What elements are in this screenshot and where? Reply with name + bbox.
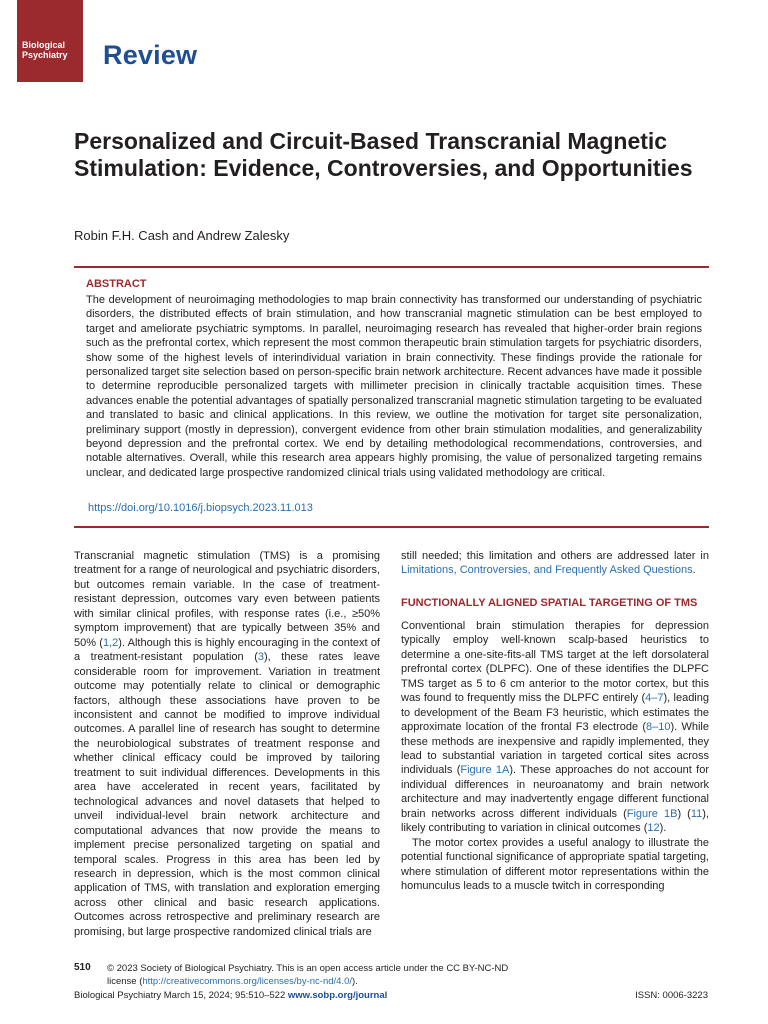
journal-logo [22,40,82,60]
page-number: 510 [74,962,91,973]
article-title: Personalized and Circuit-Based Transcranial Magnetic Stimulation: Evidence, Controversies, and Opportunities [74,128,693,181]
citation-link[interactable]: 1,2 [102,636,119,649]
issn: ISSN: 0006-3223 [635,990,708,1001]
journal-logo-line1: Biological [22,40,66,50]
license-notice: © 2023 Society of Biological Psychiatry. This is an open access article under the CC BY-NC-ND license (http://creativecommons.org/licenses/by-nc-nd/4.0/). [107,963,509,987]
figure-link[interactable]: Figure 1A [460,764,510,777]
citation-link[interactable]: 4–7 [645,692,664,705]
journal-website-link[interactable]: www.sobp.org/journal [287,990,388,1001]
section-heading: FUNCTIONALLY ALIGNED SPATIAL TARGETING OF TMS [401,596,698,609]
paragraph: The motor cortex provides a useful analogy to illustrate the potential functional significance of appropriate spatial targeting, where stimulation of different motor representations within the homunculus leads to a muscle twitch in corresponding [401,836,709,893]
section-label: Review [103,40,198,70]
body-column-left [74,549,380,939]
license-link[interactable]: http://creativecommons.org/licenses/by-nc-nd/4.0/ [142,976,352,987]
article-authors: Robin F.H. Cash and Andrew Zalesky [74,228,290,243]
citation-link[interactable]: 11 [690,807,703,820]
doi-link[interactable]: https://doi.org/10.1016/j.biopsych.2023.11.013 [88,502,313,514]
section-cross-reference-link[interactable]: Limitations, Controversies, and Frequently Asked Questions [401,564,693,577]
paragraph: Transcranial magnetic stimulation (TMS) is a promising treatment for a range of neurological and psychiatric disorders, but outcomes remain variable. In the case of treatment-resistant depression, outcomes vary even between patients with similar clinical profiles, with response rates (i.e., ≥50% symptom improvement) that are typically between 35% and 50% (1,2). Although this is highly encouraging in the context of a treatment-resistant population (3), these rates leave considerable room for improvement. Variation in treatment outcome may potentially relate to clinical or demographic factors, although these associations have proven to be inconsistent and cannot be modified to improve individual outcomes. A parallel line of research has sought to determine the neurobiological substrates of treatment response and whether clinical efficacy could be improved by tailoring treatment to suit individual differences. Developments in this area have accelerated in recent years, facilitated by technological advances and novel datasets that helped to unveil individual-level brain network architecture and computational advances that now provide the means to implement precise personalized targeting on spatial and temporal scales. Progress in this area has been led by research in depression, which is the most common clinical application of TMS, with translation and exploration emerging across other clinical and basic research applications. Outcomes across retrospective and preliminary research are promising, but large prospective randomized clinical trials are [74,550,380,938]
paragraph: Conventional brain stimulation therapies for depression typically employ well-known scalp-based heuristics to determine a one-site-fits-all TMS target at the left dorsolateral prefrontal cortex (DLPFC). One of these identifies the DLPFC TMS target as 5 to 6 cm anterior to the motor cortex, but this was found to frequently miss the DLPFC entirely (4–7), leading to development of the Beam F3 heuristic, which estimates the approximate location of the frontal F3 electrode (8–10). While these methods are inexpensive and rapidly implemented, they lead to substantial variation in targeted cortical sites across individuals (Figure 1A). These approaches do not account for individual differences in neuroanatomy and brain network architecture and may inadvertently engage different functional brain networks across different individuals (Figure 1B) (11), likely contributing to variation in clinical outcomes (12). [401,619,709,835]
citation-link[interactable]: 3 [257,651,264,664]
citation-link[interactable]: 8–10 [646,721,671,734]
abstract-body: The development of neuroimaging methodologies to map brain connectivity has transformed our understanding of psychiatric disorders, the distributed effects of brain stimulation, and how transcranial magnetic stimulation can be best employed to target and ameliorate psychiatric symptoms. In parallel, neuroimaging research has revealed that higher-order brain regions such as the prefrontal cortex, which represent the most common therapeutic brain stimulation targets for psychiatric disorders, show some of the highest levels of interindividual variation in brain connectivity. These findings provide the rationale for personalized target site selection based on person-specific brain network architecture. Recent advances have made it possible to determine reproducible personalized targets with millimeter precision in clinically tractable acquisition times. These advances enable the potential advantages of spatially personalized transcranial magnetic stimulation targeting to be evaluated and translated to basic and clinical applications. In this review, we outline the motivation for target site personalization, preliminary support (mostly in depression), convergent evidence from other brain stimulation modalities, and generalizability beyond depression and the prefrontal cortex. We end by detailing methodological recommendations, controversies, and notable alternatives. Overall, while this research area appears highly promising, the value of personalized targeting remains unclear, and dedicated large prospective randomized clinical trials using validated methodology are critical. [86,294,702,479]
body-column-right [401,549,709,894]
citation-link[interactable]: 12 [647,822,660,835]
journal-logo-line2: Psychiatry [22,50,68,60]
figure-link[interactable]: Figure 1B [626,807,678,820]
abstract [86,278,702,480]
journal-citation: Biological Psychiatry March 15, 2024; 95:510–522 www.sobp.org/journal [74,990,388,1001]
paragraph: still needed; this limitation and others are addressed later in Limitations, Controversies, and Frequently Asked Questions. [401,550,709,577]
abstract-heading: ABSTRACT [86,278,147,290]
abstract-bottom-rule [74,526,709,528]
abstract-top-rule [74,266,709,268]
